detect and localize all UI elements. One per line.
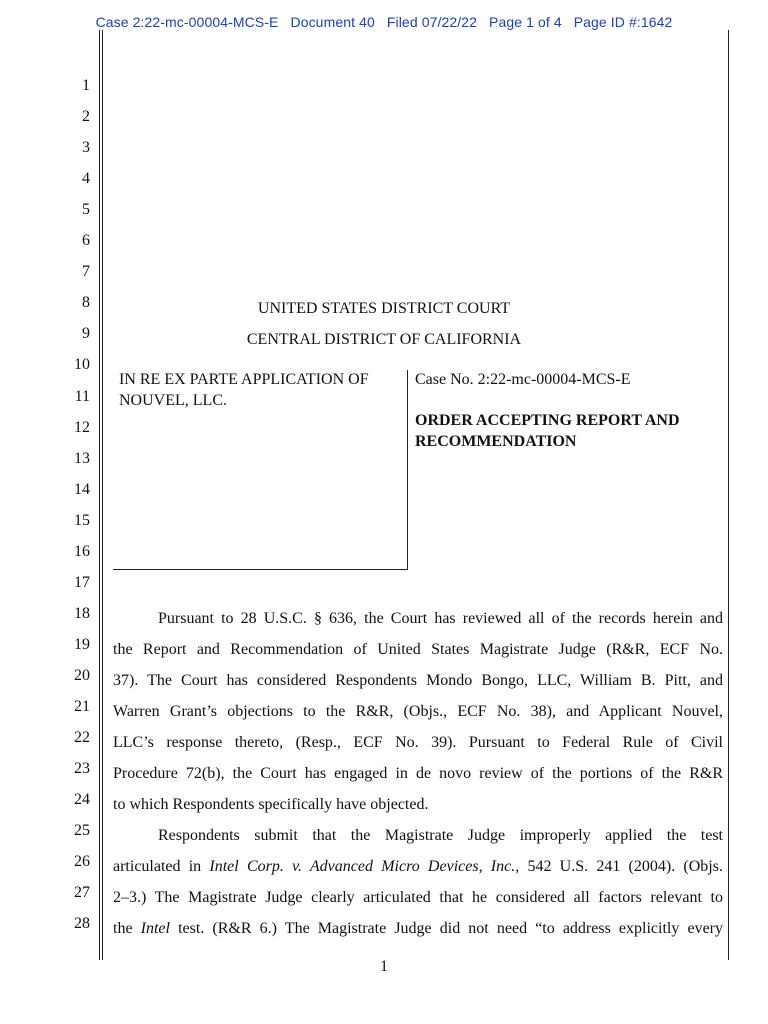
body-line-18: Pursuant to 28 U.S.C. § 636, the Court has reviewed all of the records herein and	[158, 610, 723, 627]
left-margin-rule-outer	[99, 30, 100, 960]
intel-italic: Intel	[140, 920, 170, 937]
case-number: Case No. 2:22-mc-00004-MCS-E	[415, 371, 631, 388]
line-number: 15	[74, 511, 90, 529]
line-number: 13	[74, 449, 90, 467]
line-number: 25	[74, 822, 90, 840]
page-id-stamp: Page ID #:1642	[573, 14, 673, 30]
page-count-stamp: Page 1 of 4	[489, 14, 562, 30]
line-number: 24	[74, 791, 90, 809]
line-number: 3	[82, 139, 90, 157]
body-line-22: LLC’s response thereto, (Resp., ECF No. 39). Pursuant to Federal Rule of Civil	[113, 734, 723, 751]
line-number: 27	[74, 884, 90, 902]
line-number: 17	[74, 573, 90, 591]
line-number: 28	[74, 915, 90, 933]
line-number: 16	[74, 542, 90, 560]
body-text: articulated in	[113, 858, 210, 875]
line-number: 8	[82, 294, 90, 312]
line-number: 7	[82, 263, 90, 281]
line-number: 14	[74, 480, 90, 498]
party-name-line2: NOUVEL, LLC.	[119, 392, 227, 409]
line-number: 26	[74, 853, 90, 871]
body-line-24: to which Respondents specifically have objected.	[113, 796, 429, 813]
line-number: 19	[74, 635, 90, 653]
line-number: 23	[74, 760, 90, 778]
court-name: UNITED STATES DISTRICT COURT	[257, 300, 511, 317]
body-line-21: Warren Grant’s objections to the R&R, (Objs., ECF No. 38), and Applicant Nouvel,	[113, 703, 723, 720]
order-title-line1: ORDER ACCEPTING REPORT AND	[415, 412, 680, 429]
document-number-stamp: Document 40	[290, 14, 375, 30]
line-number: 11	[74, 387, 90, 405]
line-number: 10	[74, 356, 90, 374]
body-line-28	[113, 919, 723, 939]
body-text: , 542 U.S. 241 (2004). (Objs.	[515, 858, 723, 875]
body-text: the	[113, 920, 141, 937]
body-line-19: the Report and Recommendation of United States Magistrate Judge (R&R, ECF No.	[113, 641, 723, 658]
line-number: 1	[82, 77, 90, 94]
page-number: 1	[380, 958, 388, 975]
line-number: 6	[82, 232, 90, 250]
case-citation-italic: Intel Corp. v. Advanced Micro Devices, Inc.	[209, 858, 516, 875]
body-line-23: Procedure 72(b), the Court has engaged in de novo review of the portions of the R&R	[113, 765, 723, 782]
line-number: 9	[82, 325, 90, 343]
line-number: 20	[74, 666, 90, 684]
filed-date-stamp: Filed 07/22/22	[386, 14, 477, 30]
line-number: 18	[74, 604, 90, 622]
line-number: 2	[82, 108, 90, 126]
body-line-25: Respondents submit that the Magistrate Judge improperly applied the test	[158, 827, 723, 844]
filing-header-stamp	[0, 14, 768, 30]
line-number: 22	[74, 729, 90, 747]
line-number: 21	[74, 698, 90, 715]
caption-divider	[407, 370, 408, 570]
case-number-stamp: Case 2:22-mc-00004-MCS-E	[95, 14, 279, 30]
line-number: 4	[82, 170, 90, 188]
left-margin-rule-inner	[102, 30, 103, 960]
caption-bottom-rule	[113, 569, 408, 570]
body-line-27: 2–3.) The Magistrate Judge clearly articulated that he considered all factors relevant to	[113, 889, 723, 906]
right-margin-rule	[728, 30, 729, 960]
court-district: CENTRAL DISTRICT OF CALIFORNIA	[246, 331, 522, 348]
line-number: 5	[82, 201, 90, 219]
line-number: 12	[74, 418, 90, 436]
order-title-line2: RECOMMENDATION	[415, 433, 577, 450]
body-line-26	[113, 857, 723, 877]
body-line-20: 37). The Court has considered Respondents Mondo Bongo, LLC, William B. Pitt, and	[113, 672, 723, 689]
party-name-line1: IN RE EX PARTE APPLICATION OF	[119, 371, 369, 388]
body-text: test. (R&R 6.) The Magistrate Judge did not need “to address explicitly every	[169, 920, 723, 937]
